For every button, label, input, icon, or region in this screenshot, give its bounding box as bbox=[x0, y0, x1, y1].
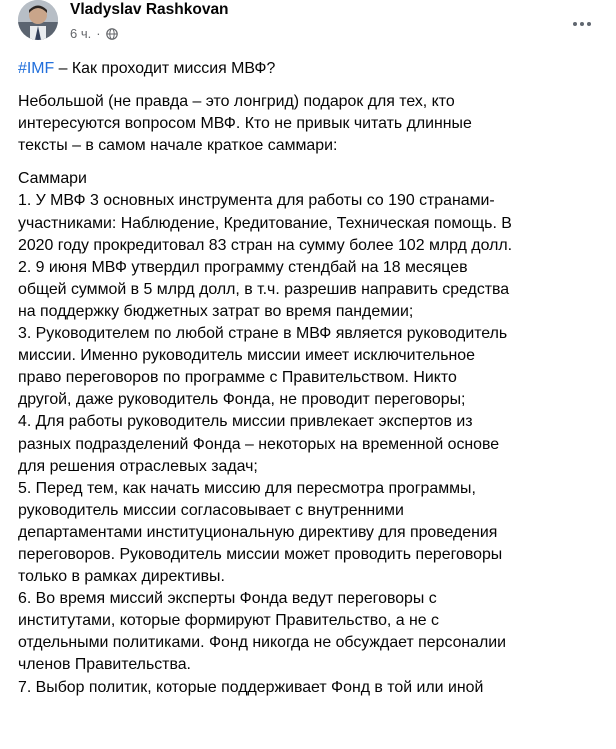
text-line: Саммари bbox=[18, 170, 87, 188]
intro-paragraph bbox=[18, 91, 608, 157]
post-title-line bbox=[18, 58, 608, 80]
text-line: участниками: Наблюдение, Кредитование, Техническая помощь. В bbox=[18, 214, 512, 232]
globe-icon[interactable] bbox=[106, 28, 118, 40]
text-line: тексты – в самом начале краткое саммари: bbox=[18, 137, 338, 155]
text-line: разных подразделений Фонда – некоторых на временной основе bbox=[18, 435, 500, 453]
avatar-photo bbox=[18, 0, 58, 40]
title-text: – Как проходит миссия МВФ? bbox=[54, 60, 276, 77]
text-line: Небольшой (не правда – это лонгрид) подарок для тех, кто bbox=[18, 93, 455, 111]
text-line: только в рамках директивы. bbox=[18, 568, 225, 586]
text-line: департаментами институциональную директиву для проведения bbox=[18, 523, 498, 541]
meta-separator: · bbox=[96, 26, 101, 41]
text-line: интересуются вопросом МВФ. Кто не привык читать длинные bbox=[18, 115, 472, 133]
text-line: 4. Для работы руководитель миссии привлекает экспертов из bbox=[18, 413, 473, 431]
post-meta bbox=[70, 26, 118, 42]
text-line: 7. Выбор политик, которые поддерживает Фонд в той или иной bbox=[18, 678, 484, 696]
text-line: общей суммой в 5 млрд долл, в т.ч. разрешив направить средства bbox=[18, 280, 510, 298]
text-line: членов Правительства. bbox=[18, 656, 191, 674]
more-options-button[interactable] bbox=[564, 6, 600, 42]
post-body bbox=[18, 58, 608, 710]
text-line: миссии. Именно руководитель миссии имеет исключительное bbox=[18, 347, 475, 365]
hashtag-link[interactable]: #IMF bbox=[18, 60, 55, 77]
text-line: на поддержку бюджетных затрат во время пандемии; bbox=[18, 302, 414, 320]
text-line: право переговоров по программе с Правительством. Никто bbox=[18, 369, 457, 387]
more-options-icon bbox=[573, 22, 577, 26]
text-line: 6. Во время миссий эксперты Фонда ведут переговоры с bbox=[18, 590, 437, 608]
post-time[interactable]: 6 ч. bbox=[70, 26, 92, 41]
text-line: переговоров. Руководитель миссии может проводить переговоры bbox=[18, 545, 503, 563]
text-line: отдельными политиками. Фонд никогда не обсуждает персоналии bbox=[18, 634, 507, 652]
text-line: 5. Перед тем, как начать миссию для пересмотра программы, bbox=[18, 479, 476, 497]
text-line: для решения отраслевых задач; bbox=[18, 457, 258, 475]
summary-paragraph bbox=[18, 168, 608, 698]
post-header bbox=[0, 0, 616, 56]
text-line: 1. У МВФ 3 основных инструмента для работы со 190 странами- bbox=[18, 192, 495, 210]
text-line: другой, даже руководитель Фонда, не проводит переговоры; bbox=[18, 391, 466, 409]
text-line: руководитель миссии согласовывает с внутренними bbox=[18, 501, 404, 519]
author-name[interactable]: Vladyslav Rashkovan bbox=[70, 1, 229, 18]
text-line: 2. 9 июня МВФ утвердил программу стендбай на 18 месяцев bbox=[18, 258, 468, 276]
text-line: 3. Руководителем по любой стране в МВФ является руководитель bbox=[18, 325, 508, 343]
text-line: институтами, которые формируют Правительство, а не с bbox=[18, 612, 439, 630]
author-avatar[interactable] bbox=[18, 0, 58, 40]
text-line: 2020 году прокредитовал 83 стран на сумму более 102 млрд долл. bbox=[18, 236, 513, 254]
